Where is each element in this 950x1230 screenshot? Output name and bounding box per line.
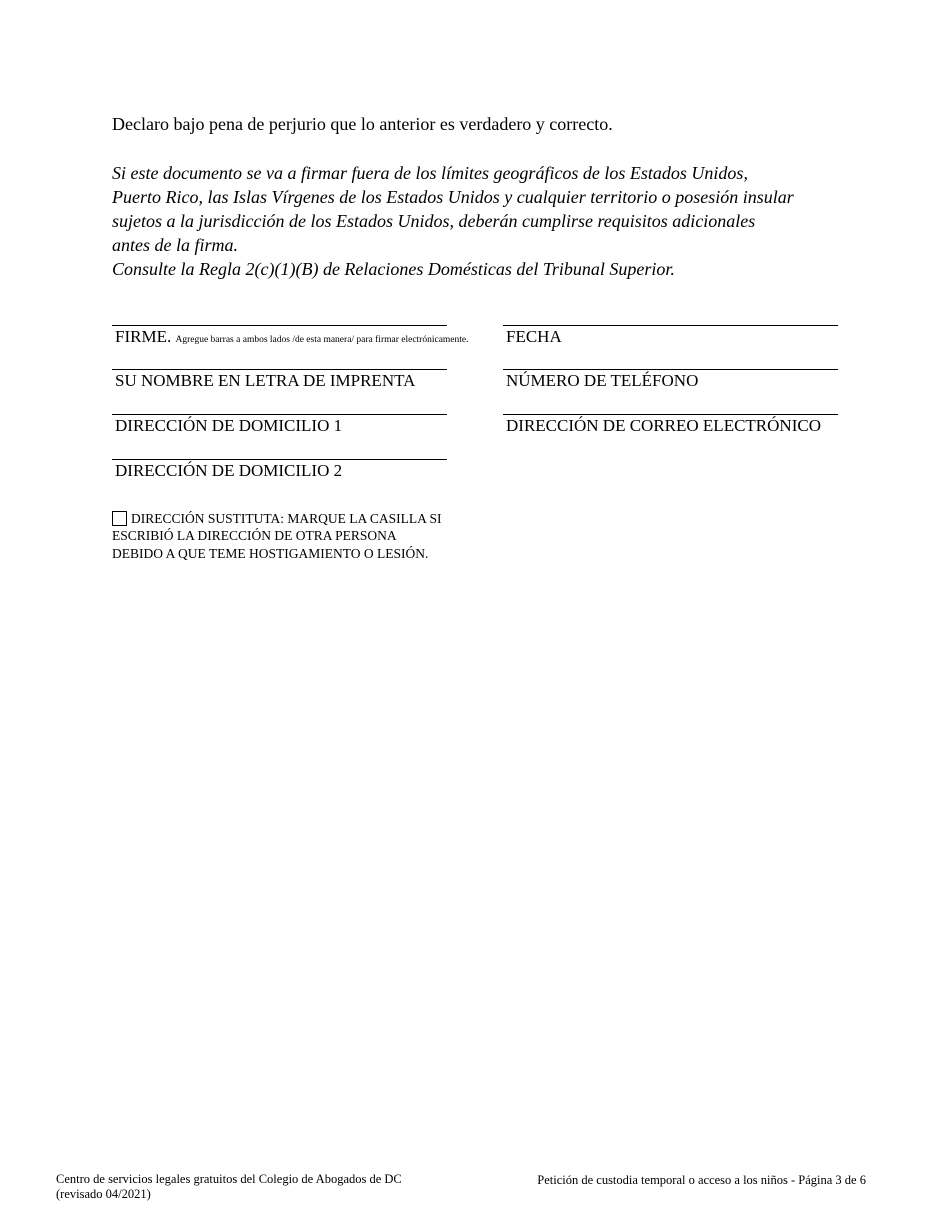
email-field[interactable] [503, 414, 838, 436]
phone-field[interactable] [503, 369, 838, 391]
phone-label: NÚMERO DE TELÉFONO [506, 371, 699, 390]
signature-field[interactable] [112, 325, 469, 350]
signature-hint: Agregue barras a ambos lados /de esta manera/ para firmar electrónicamente. [175, 335, 469, 345]
date-field[interactable] [503, 325, 838, 347]
home-address-1-field[interactable] [112, 414, 447, 436]
perjury-declaration: Declaro bajo pena de perjurio que lo anterior es verdadero y correcto. [112, 114, 613, 134]
date-label: FECHA [506, 327, 562, 346]
substitute-address-checkbox[interactable] [112, 511, 127, 526]
notice-rule-reference: Consulte la Regla 2(c)(1)(B) de Relaciones Domésticas del Tribunal Superior. [112, 259, 675, 279]
footer-page-info: Petición de custodia temporal o acceso a los niños - Página 3 de 6 [537, 1173, 866, 1187]
home-address-2-field[interactable] [112, 459, 447, 481]
substitute-address-option [112, 510, 442, 562]
notice-line: antes de la firma. [112, 235, 238, 255]
footer-revision: (revisado 04/2021) [56, 1187, 151, 1201]
notice-line: Puerto Rico, las Islas Vírgenes de los Estados Unidos y cualquier territorio o posesión insular [112, 187, 794, 207]
email-label: DIRECCIÓN DE CORREO ELECTRÓNICO [506, 416, 821, 435]
signing-location-notice [112, 161, 832, 281]
notice-line: sujetos a la jurisdicción de los Estados Unidos, deberán cumplirse requisitos adicionales [112, 211, 756, 231]
footer-organization [56, 1172, 402, 1202]
printed-name-label: SU NOMBRE EN LETRA DE IMPRENTA [115, 371, 416, 390]
notice-line: Si este documento se va a firmar fuera de los límites geográficos de los Estados Unidos, [112, 163, 748, 183]
signature-label: FIRME. [115, 327, 172, 346]
substitute-address-text: DIRECCIÓN SUSTITUTA: MARQUE LA CASILLA SI ESCRIBIÓ LA DIRECCIÓN DE OTRA PERSONA DEBIDO A QUE TEME HOSTIGAMIENTO O LESIÓN. [112, 511, 442, 561]
home-address-2-label: DIRECCIÓN DE DOMICILIO 2 [115, 461, 343, 480]
printed-name-field[interactable] [112, 369, 447, 391]
home-address-1-label: DIRECCIÓN DE DOMICILIO 1 [115, 416, 343, 435]
footer-org-name: Centro de servicios legales gratuitos del Colegio de Abogados de DC [56, 1172, 402, 1186]
